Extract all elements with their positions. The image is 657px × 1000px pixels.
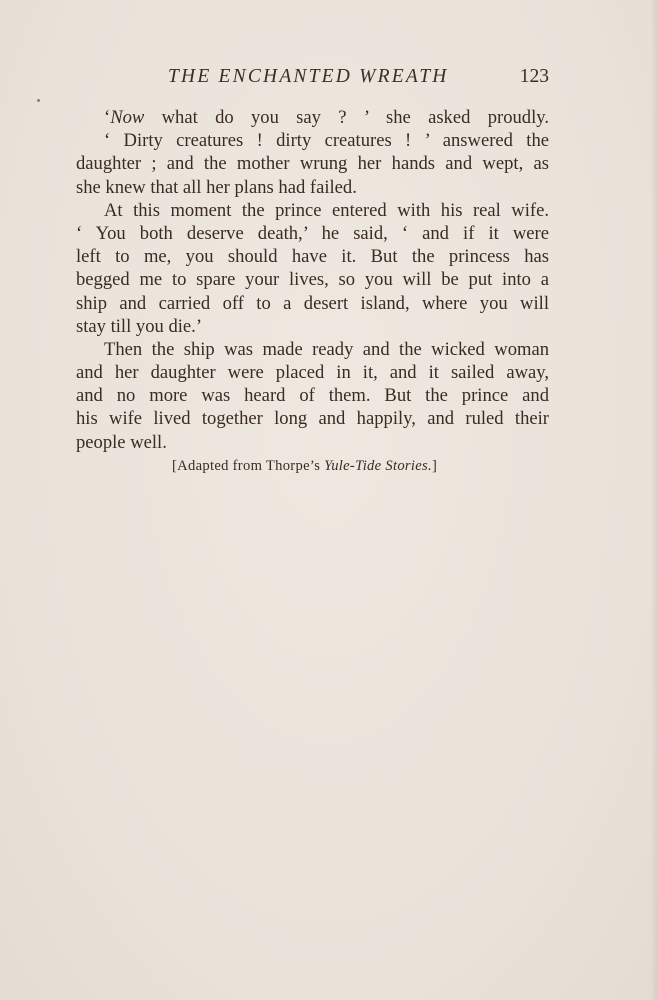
page-number: 123	[519, 66, 549, 87]
text-line: begged me to spare your lives, so you will be put into a	[76, 269, 549, 291]
emphasis-word: Now	[110, 107, 145, 128]
text-line: ship and carried off to a desert island, where you will	[76, 292, 549, 314]
source-credit	[172, 458, 437, 475]
text-line: she knew that all her plans had failed.	[76, 176, 357, 198]
credit-title: Yule-Tide Stories.	[324, 458, 432, 474]
text-line: and her daughter were placed in it, and it sailed away,	[76, 362, 549, 384]
text-line: At this moment the prince entered with his real wife.	[104, 199, 549, 221]
text-fragment: ‘	[104, 107, 111, 128]
paper-speck	[37, 99, 40, 102]
story-text	[76, 106, 549, 454]
credit-prefix: [Adapted from Thorpe’s	[172, 458, 325, 474]
text-line: ‘ You both deserve death,’ he said, ‘ and if it were	[76, 222, 549, 244]
text-line: and no more was heard of them. But the prince and	[76, 385, 549, 407]
credit-suffix: ]	[431, 458, 438, 474]
text-line: stay till you die.’	[76, 315, 203, 337]
text-line: Then the ship was made ready and the wicked woman	[104, 338, 549, 360]
running-title: THE ENCHANTED WREATH	[168, 66, 449, 87]
page-header	[76, 66, 549, 94]
text-line: daughter ; and the mother wrung her hands and wept, as	[76, 153, 549, 175]
text-line: ‘ Dirty creatures ! dirty creatures ! ’ answered the	[104, 130, 549, 152]
text-line: his wife lived together long and happily, and ruled their	[76, 408, 549, 430]
text-line: people well.	[76, 431, 167, 453]
text-line	[76, 106, 549, 129]
text-line: left to me, you should have it. But the princess has	[76, 246, 549, 268]
text-fragment: what do you say ? ’ she asked proudly.	[144, 107, 549, 128]
page-edge-shadow	[651, 0, 657, 1000]
